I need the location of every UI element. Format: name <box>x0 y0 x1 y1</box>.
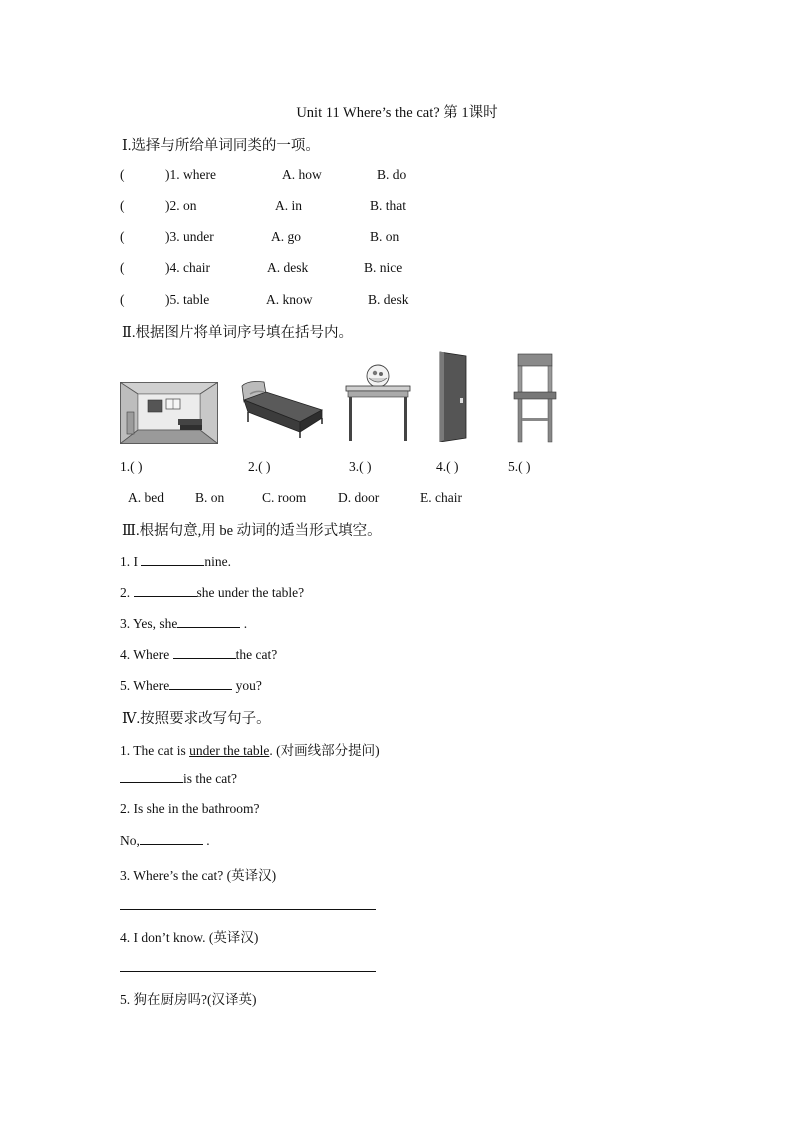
answer-paren: ( <box>120 292 125 307</box>
section-4-heading: Ⅳ.按照要求改写句子。 <box>122 711 271 727</box>
answer-line[interactable] <box>120 909 376 910</box>
option-b: B. do <box>377 167 407 182</box>
rewrite-question-1 <box>120 739 380 759</box>
rewrite-question-4: 4. I don’t know. (英译汉) <box>120 930 259 945</box>
section-1-heading: Ⅰ.选择与所给单词同类的一项。 <box>122 138 320 154</box>
rewrite-question-2: 2. Is she in the bathroom? <box>120 801 260 816</box>
question-word: )1. where <box>165 167 216 182</box>
picture-answer-3: 3.( ) <box>349 459 372 474</box>
item-text: the cat? <box>235 647 278 662</box>
answer-blank[interactable] <box>141 553 204 566</box>
rewrite-answer-2 <box>120 832 210 849</box>
item-text: 5. Where <box>120 678 170 693</box>
picture-answer-5: 5.( ) <box>508 459 531 474</box>
fill-blank-item <box>120 677 262 694</box>
page-title: Unit 11 Where’s the cat? 第 1课时 <box>296 105 498 121</box>
fill-blank-item <box>120 584 304 601</box>
option-b: B. on <box>370 229 400 244</box>
option-b: B. desk <box>368 292 409 307</box>
answer-paren: ( <box>120 167 125 182</box>
chair-picture <box>512 352 558 444</box>
question-word: )4. chair <box>165 260 210 275</box>
word-option: D. door <box>338 490 380 505</box>
door-picture <box>436 350 472 442</box>
item-text: No, <box>120 833 140 848</box>
item-text: 2. <box>120 585 134 600</box>
item-text: . <box>240 616 248 631</box>
item-text: . (对画线部分提问) <box>269 743 380 758</box>
rewrite-answer-1 <box>120 770 237 787</box>
option-a: A. how <box>282 167 322 182</box>
underlined-phrase: under the table <box>189 743 270 758</box>
option-a: A. go <box>271 229 301 244</box>
fill-blank-item <box>120 553 231 570</box>
room-picture <box>120 382 218 444</box>
question-word: )2. on <box>165 198 197 213</box>
rewrite-question-3: 3. Where’s the cat? (英译汉) <box>120 868 277 883</box>
bed-picture <box>238 380 326 440</box>
answer-paren: ( <box>120 198 125 213</box>
item-text: 1. I <box>120 554 142 569</box>
rewrite-question-5: 5. 狗在厨房吗?(汉译英) <box>120 992 257 1007</box>
word-option: C. room <box>262 490 307 505</box>
option-b: B. that <box>370 198 406 213</box>
answer-paren: ( <box>120 260 125 275</box>
picture-answer-4: 4.( ) <box>436 459 459 474</box>
picture-answer-2: 2.( ) <box>248 459 271 474</box>
option-b: B. nice <box>364 260 403 275</box>
item-text: 1. The cat is <box>120 743 190 758</box>
answer-blank[interactable] <box>120 770 183 783</box>
picture-answer-1: 1.( ) <box>120 459 143 474</box>
section-3-heading: Ⅲ.根据句意,用 be 动词的适当形式填空。 <box>122 523 382 539</box>
answer-blank[interactable] <box>177 615 240 628</box>
answer-blank[interactable] <box>134 584 197 597</box>
fill-blank-item <box>120 615 247 632</box>
option-a: A. know <box>266 292 313 307</box>
item-text: 3. Yes, she <box>120 616 178 631</box>
item-text: . <box>202 833 210 848</box>
answer-blank[interactable] <box>169 677 232 690</box>
word-option: E. chair <box>420 490 462 505</box>
word-option: B. on <box>195 490 225 505</box>
answer-blank[interactable] <box>140 832 203 845</box>
item-text: 4. Where <box>120 647 173 662</box>
item-text: nine. <box>204 554 231 569</box>
option-a: A. desk <box>267 260 309 275</box>
section-2-heading: Ⅱ.根据图片将单词序号填在括号内。 <box>122 325 353 341</box>
answer-paren: ( <box>120 229 125 244</box>
table-picture <box>344 360 412 442</box>
question-word: )3. under <box>165 229 214 244</box>
item-text: is the cat? <box>183 771 237 786</box>
item-text: you? <box>232 678 262 693</box>
answer-line[interactable] <box>120 971 376 972</box>
question-word: )5. table <box>165 292 210 307</box>
item-text: she under the table? <box>196 585 305 600</box>
option-a: A. in <box>275 198 302 213</box>
word-option: A. bed <box>128 490 164 505</box>
fill-blank-item <box>120 646 277 663</box>
answer-blank[interactable] <box>173 646 236 659</box>
